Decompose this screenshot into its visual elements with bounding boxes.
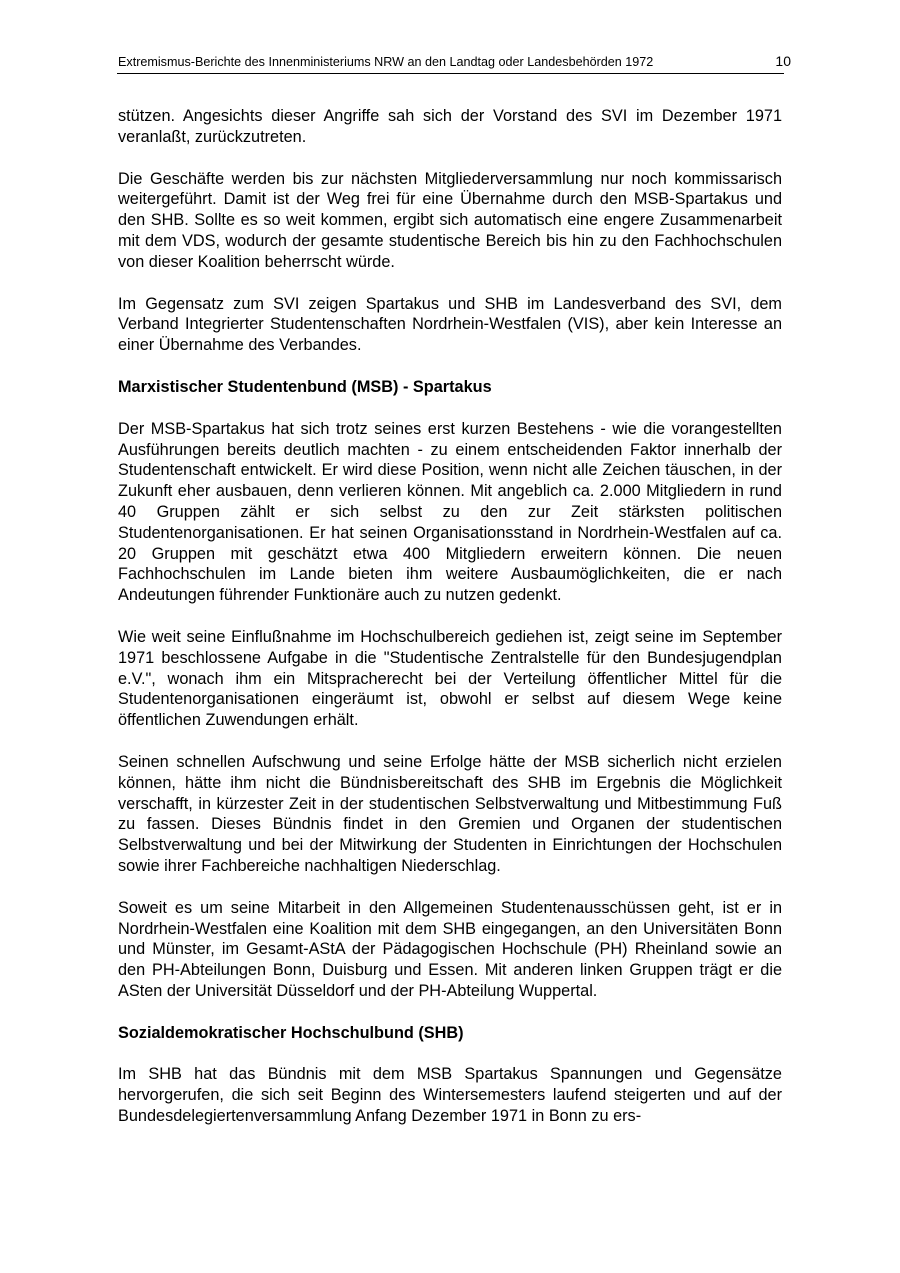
paragraph: Der MSB-Spartakus hat sich trotz seines erst kurzen Bestehens - wie die vorangestellten Ausführungen bereits deutlich machten - zu einem entscheidenden Faktor innerhalb der Studentenschaft entwickelt. Er wird diese Position, wenn nicht alle Zeichen täuschen, in der Zukunft eher ausbauen, denn verlieren können. Mit angeblich ca. 2.000 Mitgliedern in rund 40 Gruppen zählt er sich selbst zu den zur Zeit stärksten politischen Studentenorganisationen. Er hat seinen Organisationsstand in Nordrhein-Westfalen auf ca. 20 Gruppen mit geschätzt etwa 400 Mitgliedern erweitern können. Die neuen Fachhochschulen im Lande bieten ihm weitere Ausbaumöglichkeiten, die er nach Andeutungen führender Funktionäre auch zu nutzen gedenkt. xyxy=(118,419,782,605)
section-heading-msb: Marxistischer Studentenbund (MSB) - Spartakus xyxy=(118,377,492,396)
page-header xyxy=(117,53,791,74)
paragraph: Die Geschäfte werden bis zur nächsten Mitgliederversammlung nur noch kommissarisch weitergeführt. Damit ist der Weg frei für eine Übernahme durch den MSB-Spartakus und den SHB. Sollte es so weit kommen, ergibt sich automatisch eine engere Zusammenarbeit mit dem VDS, wodurch der gesamte studentische Bereich bis hin zu den Fachhochschulen von dieser Koalition beherrscht würde. xyxy=(118,169,782,271)
section-heading-shb: Sozialdemokratischer Hochschulbund (SHB) xyxy=(118,1023,464,1042)
paragraph: Im SHB hat das Bündnis mit dem MSB Spartakus Spannungen und Gegensätze hervorgerufen, die sich seit Beginn des Wintersemesters laufend steigerten und auf der Bundesdelegiertenversammlung Anfang Dezember 1971 in Bonn zu ers- xyxy=(118,1065,782,1126)
paragraph: stützen. Angesichts dieser Angriffe sah sich der Vorstand des SVI im Dezember 1971 veranlaßt, zurückzutreten. xyxy=(118,107,782,146)
paragraph: Soweit es um seine Mitarbeit in den Allgemeinen Studentenausschüssen geht, ist er in Nordrhein-Westfalen eine Koalition mit dem SHB eingegangen, an den Universitäten Bonn und Münster, im Gesamt-AStA der Pädagogischen Hochschule (PH) Rheinland sowie an den PH-Abteilungen Bonn, Duisburg und Essen. Mit anderen linken Gruppen trägt er die ASten der Universität Düsseldorf und der PH-Abteilung Wuppertal. xyxy=(118,898,782,1000)
paragraph: Im Gegensatz zum SVI zeigen Spartakus und SHB im Landesverband des SVI, dem Verband Integrierter Studentenschaften Nordrhein-Westfalen (VIS), aber kein Interesse an einer Übernahme des Verbandes. xyxy=(118,294,782,355)
page-number: 10 xyxy=(775,53,791,69)
document-body xyxy=(118,106,782,1148)
paragraph: Wie weit seine Einflußnahme im Hochschulbereich gediehen ist, zeigt seine im September 1971 beschlossene Aufgabe in die "Studentische Zentralstelle für den Bundesjugendplan e.V.", wonach ihm ein Mitspracherecht bei der Verteilung öffentlicher Mittel für die Studentenorganisationen eingeräumt ist, obwohl er selbst auf diesem Wege keine öffentlichen Zuwendungen erhält. xyxy=(118,627,782,730)
paragraph: Seinen schnellen Aufschwung und seine Erfolge hätte der MSB sicherlich nicht erzielen können, hätte ihm nicht die Bündnisbereitschaft des SHB im Ergebnis die Möglichkeit verschafft, in kürzester Zeit in der studentischen Selbstverwaltung und Mitbestimmung Fuß zu fassen. Dieses Bündnis findet in den Gremien und Organen der studentischen Selbstverwaltung und bei der Mitwirkung der Studenten in Einrichtungen der Hochschulen sowie ihrer Fachbereiche nachhaltigen Niederschlag. xyxy=(118,752,782,875)
header-title: Extremismus-Berichte des Innenministeriums NRW an den Landtag oder Landesbehörden 1972 xyxy=(118,55,654,69)
